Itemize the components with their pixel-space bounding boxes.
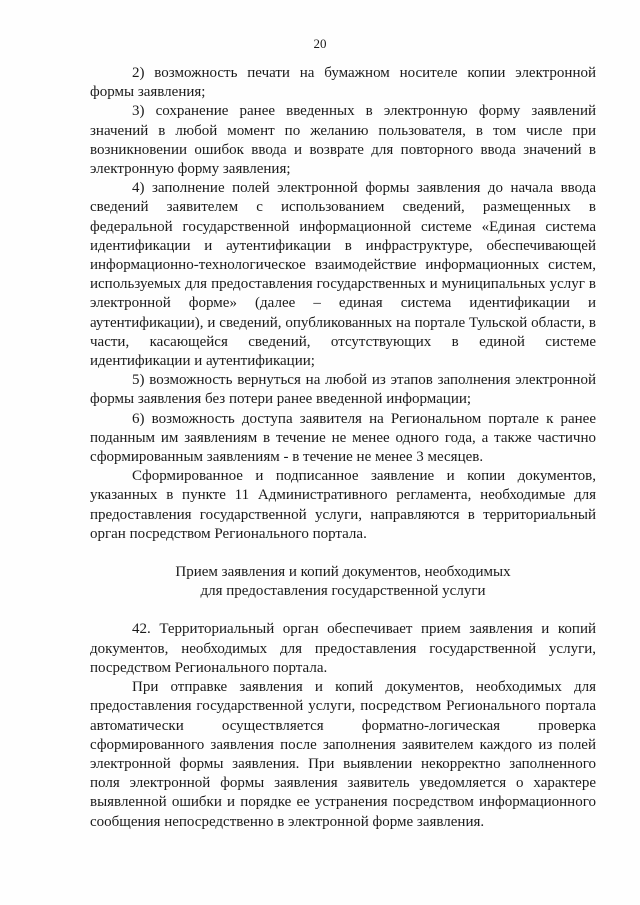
paragraph-item-4: 4) заполнение полей электронной формы заявления до начала ввода сведений заявителем с использованием сведений, размещенных в федеральной государственной информационной системе «Единая система идентификации и аутентификации в инфраструктуре, обеспечивающей информационно-технологическое взаимодействие информационных систем, используемых для предоставления государственных и муниципальных услуг в электронной форме» (далее – единая система идентификации и аутентификации), и сведений, опубликованных на портале Тульской области, в части, касающейся сведений, отсутствующих в единой системе идентификации и аутентификации; [90, 180, 596, 370]
paragraph-item-3: 3) сохранение ранее введенных в электронную форму заявлений значений в любой момент по желанию пользователя, в том числе при возникновении ошибок ввода и возврате для повторного ввода значений в электронную форму заявления; [90, 103, 596, 178]
page-number: 20 [313, 36, 327, 51]
section-heading-line-2: для предоставления государственной услуги [200, 583, 486, 600]
section-heading [90, 563, 596, 601]
paragraph-format-check: При отправке заявления и копий документов, необходимых для предоставления государственной услуги, посредством Регионального портала автоматически осуществляется форматно-логическая проверка сформированного заявления после заполнения заявителем каждого из полей электронной формы заявления. При выявлении некорректно заполненного поля электронной формы заявления заявитель уведомляется о характере выявленной ошибки и порядке ее устранения посредством информационного сообщения непосредственно в электронной форме заявления. [90, 679, 596, 830]
section-heading-line-1: Прием заявления и копий документов, необходимых [175, 564, 511, 581]
paragraph-item-6: 6) возможность доступа заявителя на Региональном портале к ранее поданным им заявлениям в течение не менее одного года, а также частично сформированным заявлениям - в течение не менее 3 месяцев. [90, 410, 596, 466]
paragraph-42: 42. Территориальный орган обеспечивает прием заявления и копий документов, необходимых для предоставления государственной услуги, посредством Регионального портала. [90, 621, 596, 676]
paragraph-item-5: 5) возможность вернуться на любой из этапов заполнения электронной формы заявления без потери ранее введенной информации; [90, 372, 596, 408]
paragraph-item-2: 2) возможность печати на бумажном носителе копии электронной формы заявления; [90, 65, 596, 101]
paragraph-submission: Сформированное и подписанное заявление и копии документов, указанных в пункте 11 Административного регламента, необходимые для предоставления государственной услуги, направляются в территориальный орган посредством Регионального портала. [90, 468, 596, 542]
document-body [90, 64, 596, 832]
